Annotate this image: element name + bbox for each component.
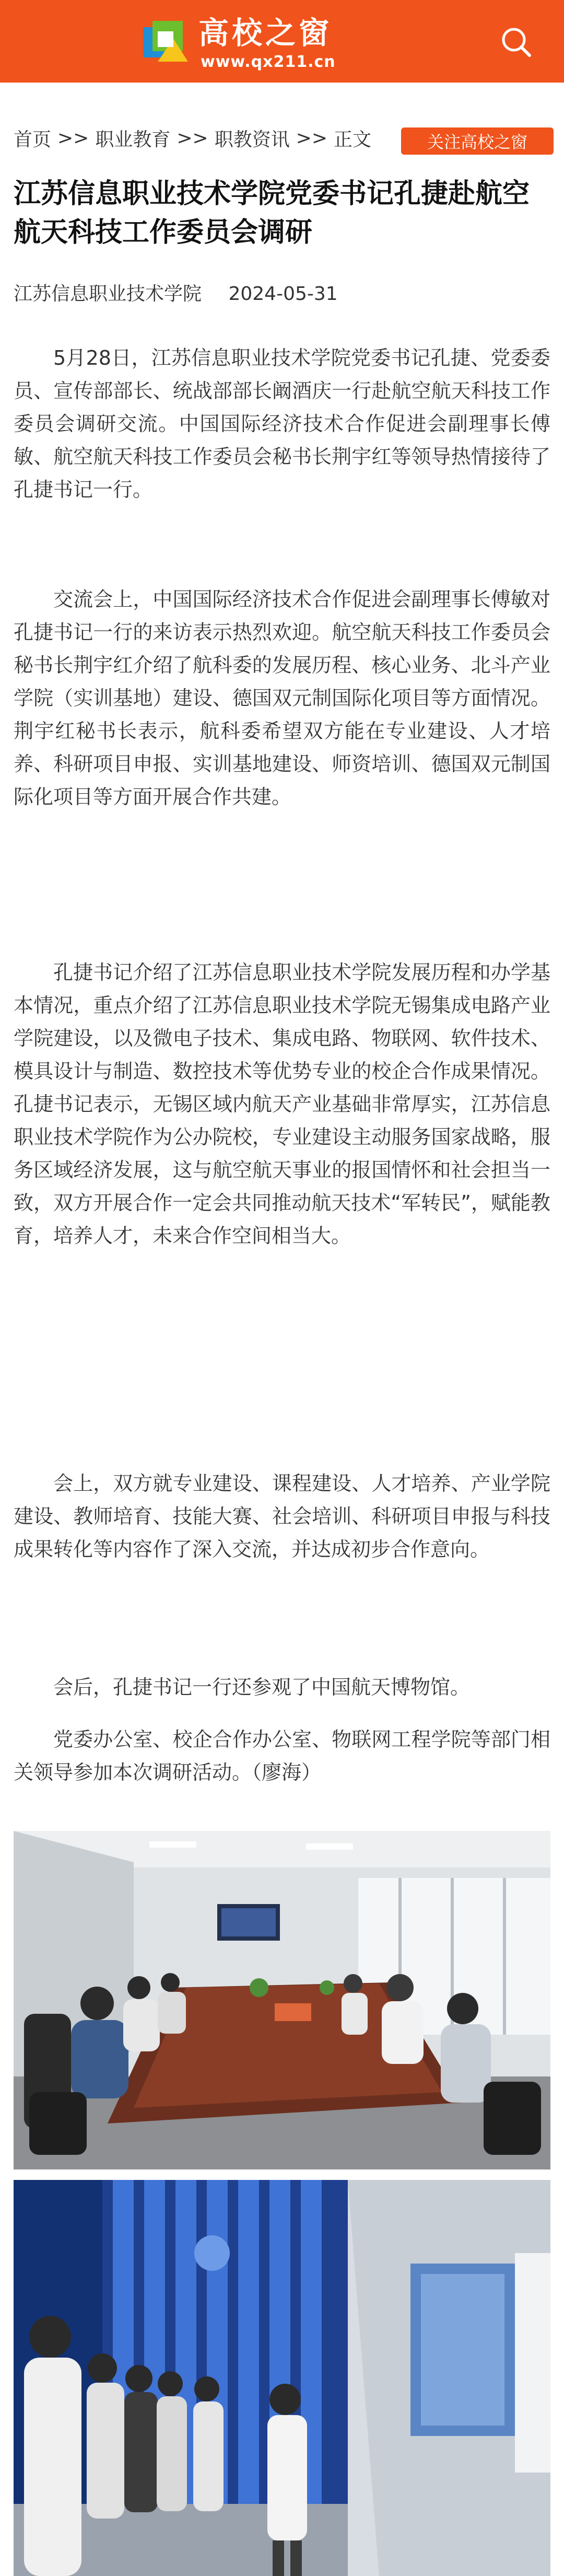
site-header — [0, 0, 564, 83]
breadcrumb-current: 正文 — [334, 129, 372, 150]
article-paragraph: 5月28日，江苏信息职业技术学院党委书记孔捷、党委委员、宣传部部长、统战部部长阚酒庆一行赴航空航天科技工作委员会调研交流。中国国际经济技术合作促进会副理事长傅敏、航空航天科技工作委员会秘书长荆宇红等领导热情接待了孔捷书记一行。 — [14, 346, 550, 501]
article-paragraph: 会后，孔捷书记一行还参观了中国航天博物馆。 — [53, 1676, 471, 1699]
search-icon[interactable] — [499, 25, 533, 59]
breadcrumb-separator: >> — [57, 127, 89, 149]
article-title: 江苏信息职业技术学院党委书记孔捷赴航空航天科技工作委员会调研 — [14, 178, 530, 248]
article-paragraph: 交流会上，中国国际经济技术合作促进会副理事长傅敏对孔捷书记一行的来访表示热烈欢迎。航空航天科技工作委员会秘书长荆宇红介绍了航科委的发展历程、核心业务、北斗产业学院（实训基地）建设、德国双元制国际化项目等方面情况。荆宇红秘书长表示，航科委希望双方能在专业建设、人才培养、科研项目申报、实训基地建设、师资培训、德国双元制国际化项目等方面开展合作共建。 — [14, 588, 550, 808]
breadcrumb — [14, 124, 371, 152]
follow-button[interactable]: 关注高校之窗 — [401, 127, 554, 155]
article-paragraph: 党委办公室、校企合作办公室、物联网工程学院等部门相关领导参加本次调研活动。（廖海） — [14, 1728, 550, 1784]
article-paragraph: 孔捷书记介绍了江苏信息职业技术学院发展历程和办学基本情况，重点介绍了江苏信息职业技术学院无锡集成电路产业学院建设，以及微电子技术、集成电路、物联网、软件技术、模具设计与制造、数控技术等优势专业的校企合作成果情况。孔捷书记表示，无锡区域内航天产业基础非常厚实，江苏信息职业技术学院作为公办院校，专业建设主动服务国家战略，服务区域经济发展，这与航空航天事业的报国情怀和社会担当一致，双方开展合作一定会共同推动航天技术“军转民”，赋能教育，培养人才，未来合作空间相当大。 — [14, 961, 550, 1247]
breadcrumb-separator: >> — [296, 127, 328, 149]
article-paragraph: 会上，双方就专业建设、课程建设、人才培养、产业学院建设、教师培育、技能大赛、社会培训、科研项目申报与科技成果转化等内容作了深入交流，并达成初步合作意向。 — [14, 1472, 550, 1561]
breadcrumb-separator: >> — [177, 127, 208, 149]
breadcrumb-vocational-news[interactable]: 职教资讯 — [214, 129, 290, 150]
meeting-photo — [14, 1831, 550, 2169]
museum-photo — [14, 2180, 550, 2576]
window-logo-icon[interactable] — [142, 18, 189, 65]
breadcrumb-vocational-education[interactable]: 职业教育 — [95, 129, 171, 150]
article-meta — [14, 279, 338, 306]
breadcrumb-home[interactable]: 首页 — [14, 129, 52, 150]
article-source: 江苏信息职业技术学院 — [14, 283, 202, 305]
article-date: 2024-05-31 — [228, 283, 338, 305]
site-name[interactable]: 高校之窗 — [198, 15, 333, 51]
site-url: www.qx211.cn — [201, 53, 336, 71]
